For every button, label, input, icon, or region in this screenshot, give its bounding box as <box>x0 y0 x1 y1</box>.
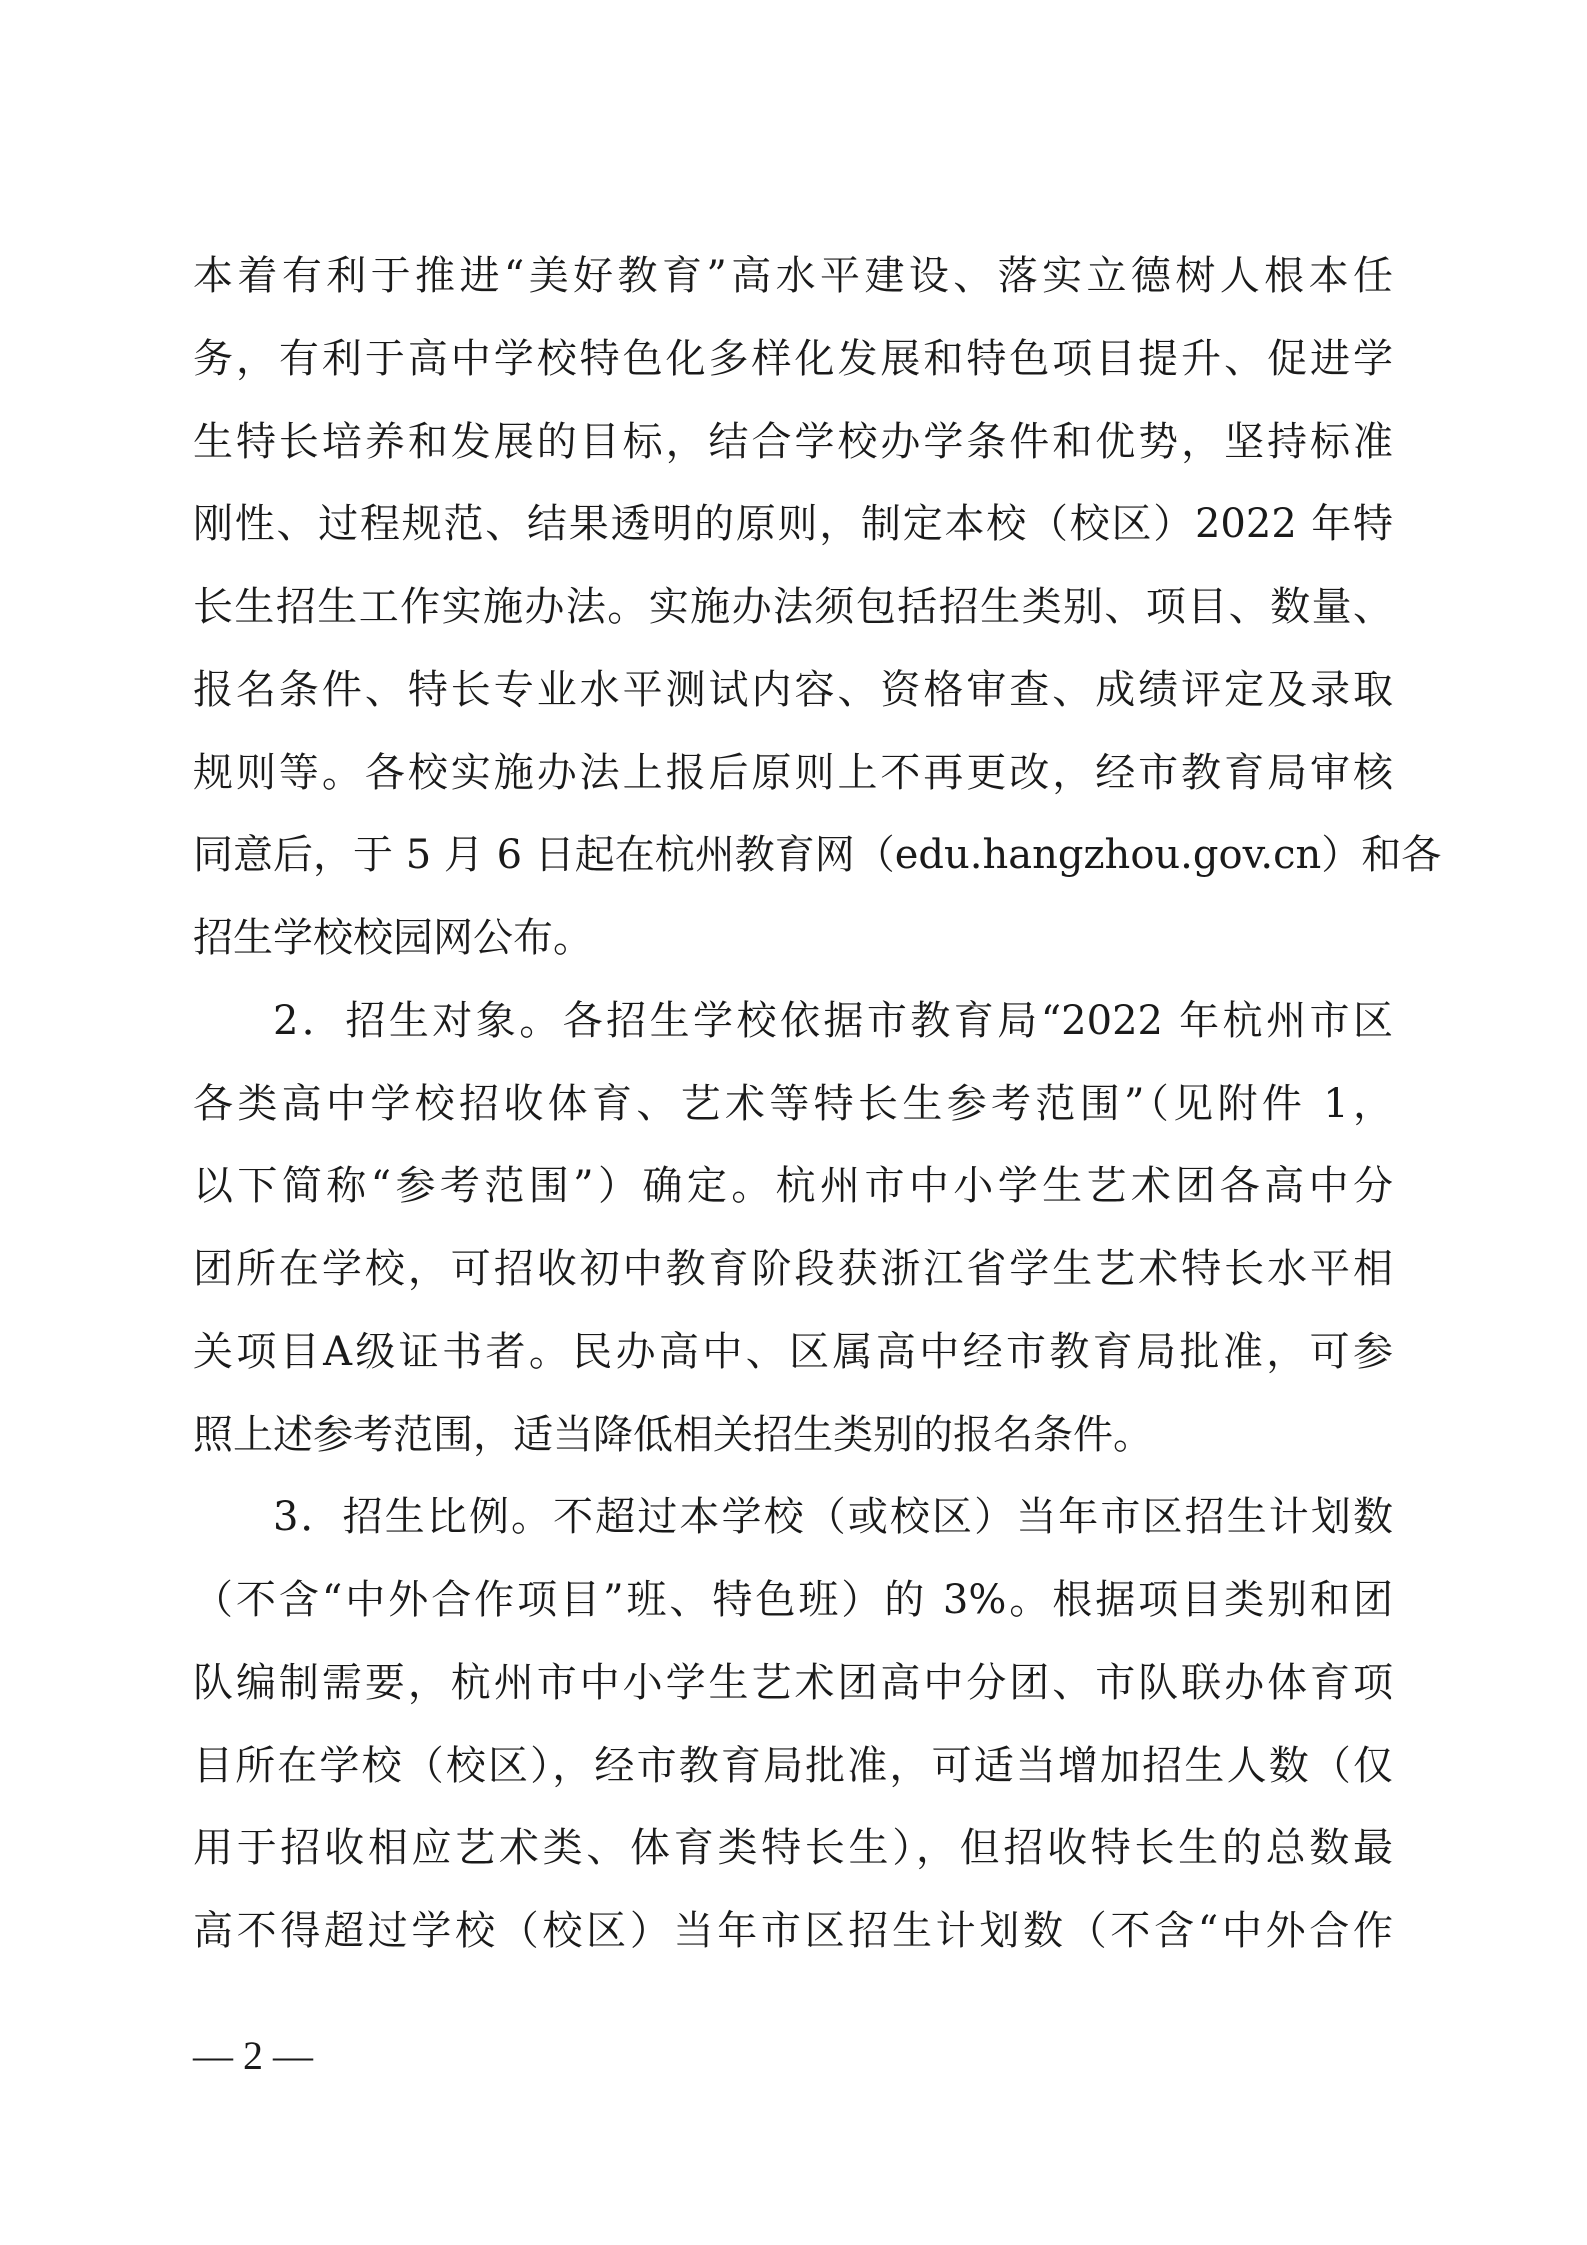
text-line: 照上述参考范围，适当降低相关招生类别的报名条件。 <box>193 1411 1153 1458</box>
text-line: 刚性、过程规范、结果透明的原则，制定本校（校区）2022 年特 <box>193 501 1393 548</box>
text-line: （不含“中外合作项目”班、特色班）的 3%。根据项目类别和团 <box>193 1577 1393 1623</box>
text-line: 本着有利于推进“美好教育”高水平建设、落实立德树人根本任 <box>193 253 1393 299</box>
text-line: 团所在学校，可招收初中教育阶段获浙江省学生艺术特长水平相 <box>193 1246 1393 1292</box>
text-line: 各类高中学校招收体育、艺术等特长生参考范围”（见附件 1， <box>193 1080 1393 1127</box>
text-line: 规则等。各校实施办法上报后原则上不再更改，经市教育局审核 <box>193 749 1393 796</box>
body-text <box>193 235 1442 1973</box>
text-line: 队编制需要，杭州市中小学生艺术团高中分团、市队联办体育项 <box>193 1659 1393 1706</box>
text-line: 用于招收相应艺术类、体育类特长生），但招收特长生的总数最 <box>193 1825 1393 1872</box>
paragraph-3-start: 3．招生比例。不超过本学校（或校区）当年市区招生计划数 <box>273 1494 1393 1541</box>
text-line: 关项目A级证书者。民办高中、区属高中经市教育局批准，可参 <box>193 1328 1393 1375</box>
paragraph-2-start: 2．招生对象。各招生学校依据市教育局“2022 年杭州市区 <box>273 997 1393 1044</box>
text-line: 长生招生工作实施办法。实施办法须包括招生类别、项目、数量、 <box>193 584 1393 630</box>
text-line: 招生学校校园网公布。 <box>193 915 593 961</box>
page-number: — 2 — <box>193 2033 313 2078</box>
text-line: 目所在学校（校区），经市教育局批准，可适当增加招生人数（仅 <box>193 1742 1393 1789</box>
text-line: 高不得超过学校（校区）当年市区招生计划数（不含“中外合作 <box>193 1908 1393 1954</box>
text-line: 报名条件、特长专业水平测试内容、资格审查、成绩评定及录取 <box>193 666 1393 713</box>
text-line: 同意后，于 5 月 6 日起在杭州教育网（edu.hangzhou.gov.cn）和各 <box>193 832 1442 879</box>
text-line: 务，有利于高中学校特色化多样化发展和特色项目提升、促进学 <box>193 335 1393 382</box>
text-line: 以下简称“参考范围”）确定。杭州市中小学生艺术团各高中分 <box>193 1163 1393 1210</box>
text-line: 生特长培养和发展的目标，结合学校办学条件和优势，坚持标准 <box>193 418 1393 465</box>
